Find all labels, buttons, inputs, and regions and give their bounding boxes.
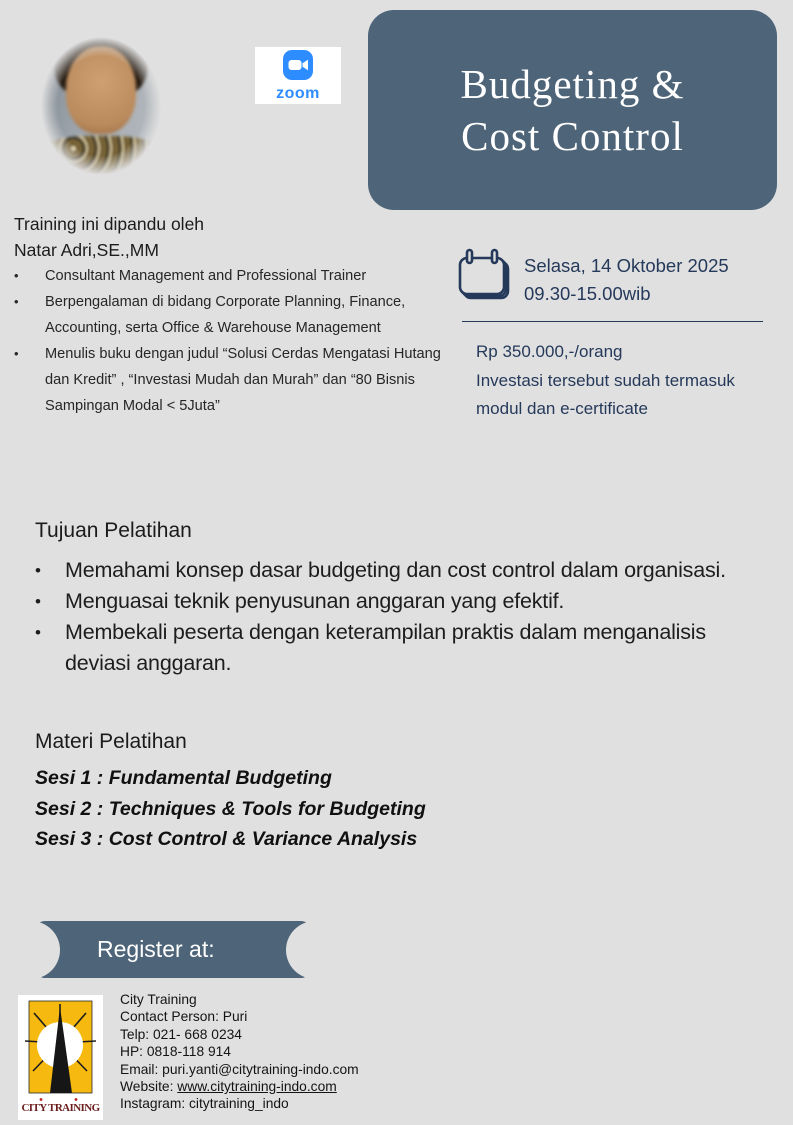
trainer-face bbox=[66, 46, 136, 134]
page-title-line1: Budgeting & bbox=[460, 61, 685, 107]
zoom-camera-icon bbox=[283, 50, 313, 85]
objective-item bbox=[35, 555, 765, 586]
contact-telp: Telp: 021- 668 0234 bbox=[120, 1026, 242, 1042]
title-card bbox=[368, 10, 777, 210]
trainer-credential-item bbox=[14, 289, 450, 341]
zoom-wordmark: zoom bbox=[276, 84, 320, 102]
bullet-icon: • bbox=[35, 561, 41, 580]
bullet-icon: • bbox=[14, 346, 19, 361]
schedule-divider bbox=[462, 321, 763, 322]
svg-text:CITY TRAINING: CITY TRAINING bbox=[21, 1102, 100, 1114]
objective-item bbox=[35, 586, 765, 617]
contact-hp: HP: 0818-118 914 bbox=[120, 1044, 231, 1060]
price-includes-line: Investasi tersebut sudah termasuk bbox=[476, 370, 735, 390]
trainer-credentials-list bbox=[14, 263, 450, 419]
trainer-photo bbox=[26, 20, 176, 192]
trainer-photo-image bbox=[26, 20, 176, 192]
trainer-credential-item bbox=[14, 341, 450, 419]
trainer-intro-line1: Training ini dipandu oleh bbox=[14, 214, 205, 234]
objectives-heading: Tujuan Pelatihan bbox=[35, 519, 192, 542]
session-item: Sesi 1 : Fundamental Budgeting bbox=[35, 767, 332, 789]
materials-section bbox=[35, 727, 426, 855]
objective-text: Membekali peserta dengan keterampilan praktis dalam menganalisis deviasi anggaran. bbox=[65, 620, 706, 675]
schedule-date: Selasa, 14 Oktober 2025 bbox=[524, 255, 729, 276]
contact-person: Contact Person: Puri bbox=[120, 1009, 248, 1025]
objective-text: Memahami konsep dasar budgeting dan cost control dalam organisasi. bbox=[65, 558, 726, 582]
register-ribbon bbox=[35, 921, 311, 978]
trainer-credential-item bbox=[14, 263, 450, 289]
objective-text: Menguasai teknik penyusunan anggaran yang efektif. bbox=[65, 589, 565, 613]
price-includes-line2: modul dan e-certificate bbox=[476, 399, 648, 418]
materials-heading: Materi Pelatihan bbox=[35, 730, 187, 753]
session-item: Sesi 3 : Cost Control & Variance Analysis bbox=[35, 828, 418, 850]
session-item: Sesi 2 : Techniques & Tools for Budgeting bbox=[35, 797, 426, 820]
calendar-icon bbox=[452, 246, 512, 307]
trainer-name: Natar Adri,SE.,MM bbox=[14, 240, 159, 260]
bullet-icon: • bbox=[35, 623, 41, 642]
schedule-time: 09.30-15.00wib bbox=[524, 283, 651, 304]
bullet-icon: • bbox=[14, 294, 19, 309]
price-line: Rp 350.000,-/orang bbox=[476, 342, 623, 361]
zoom-logo bbox=[255, 47, 341, 104]
schedule-block bbox=[524, 252, 729, 308]
register-label: Register at: bbox=[97, 936, 215, 962]
city-training-logo bbox=[18, 995, 103, 1120]
contact-website-line bbox=[120, 1078, 359, 1095]
website-label: Website: bbox=[120, 1079, 178, 1095]
page-title-line2: Cost Control bbox=[461, 113, 684, 159]
bullet-icon: • bbox=[35, 592, 41, 611]
trainer-batik-shirt bbox=[32, 136, 170, 192]
contact-instagram: Instagram: citytraining_indo bbox=[120, 1096, 289, 1112]
contact-org: City Training bbox=[120, 992, 197, 1007]
website-link[interactable]: www.citytraining-indo.com bbox=[177, 1079, 337, 1095]
objectives-section bbox=[35, 516, 765, 679]
trainer-intro bbox=[14, 211, 204, 263]
pricing-block bbox=[476, 338, 735, 424]
contact-email: Email: puri.yanti@citytraining-indo.com bbox=[120, 1061, 359, 1077]
bullet-icon: • bbox=[14, 268, 19, 283]
objective-item bbox=[35, 617, 765, 679]
trainer-credential-text: Menulis buku dengan judul “Solusi Cerdas Mengatasi Hutang dan Kredit” , “Investasi Mudah dan Murah” dan “80 Bisnis Sampingan Modal < 5Juta” bbox=[45, 346, 441, 414]
contact-block bbox=[120, 991, 359, 1113]
trainer-credential-text: Berpengalaman di bidang Corporate Planning, Finance, Accounting, serta Office & Warehouse Management bbox=[45, 294, 406, 336]
trainer-credential-text: Consultant Management and Professional Trainer bbox=[45, 268, 367, 284]
